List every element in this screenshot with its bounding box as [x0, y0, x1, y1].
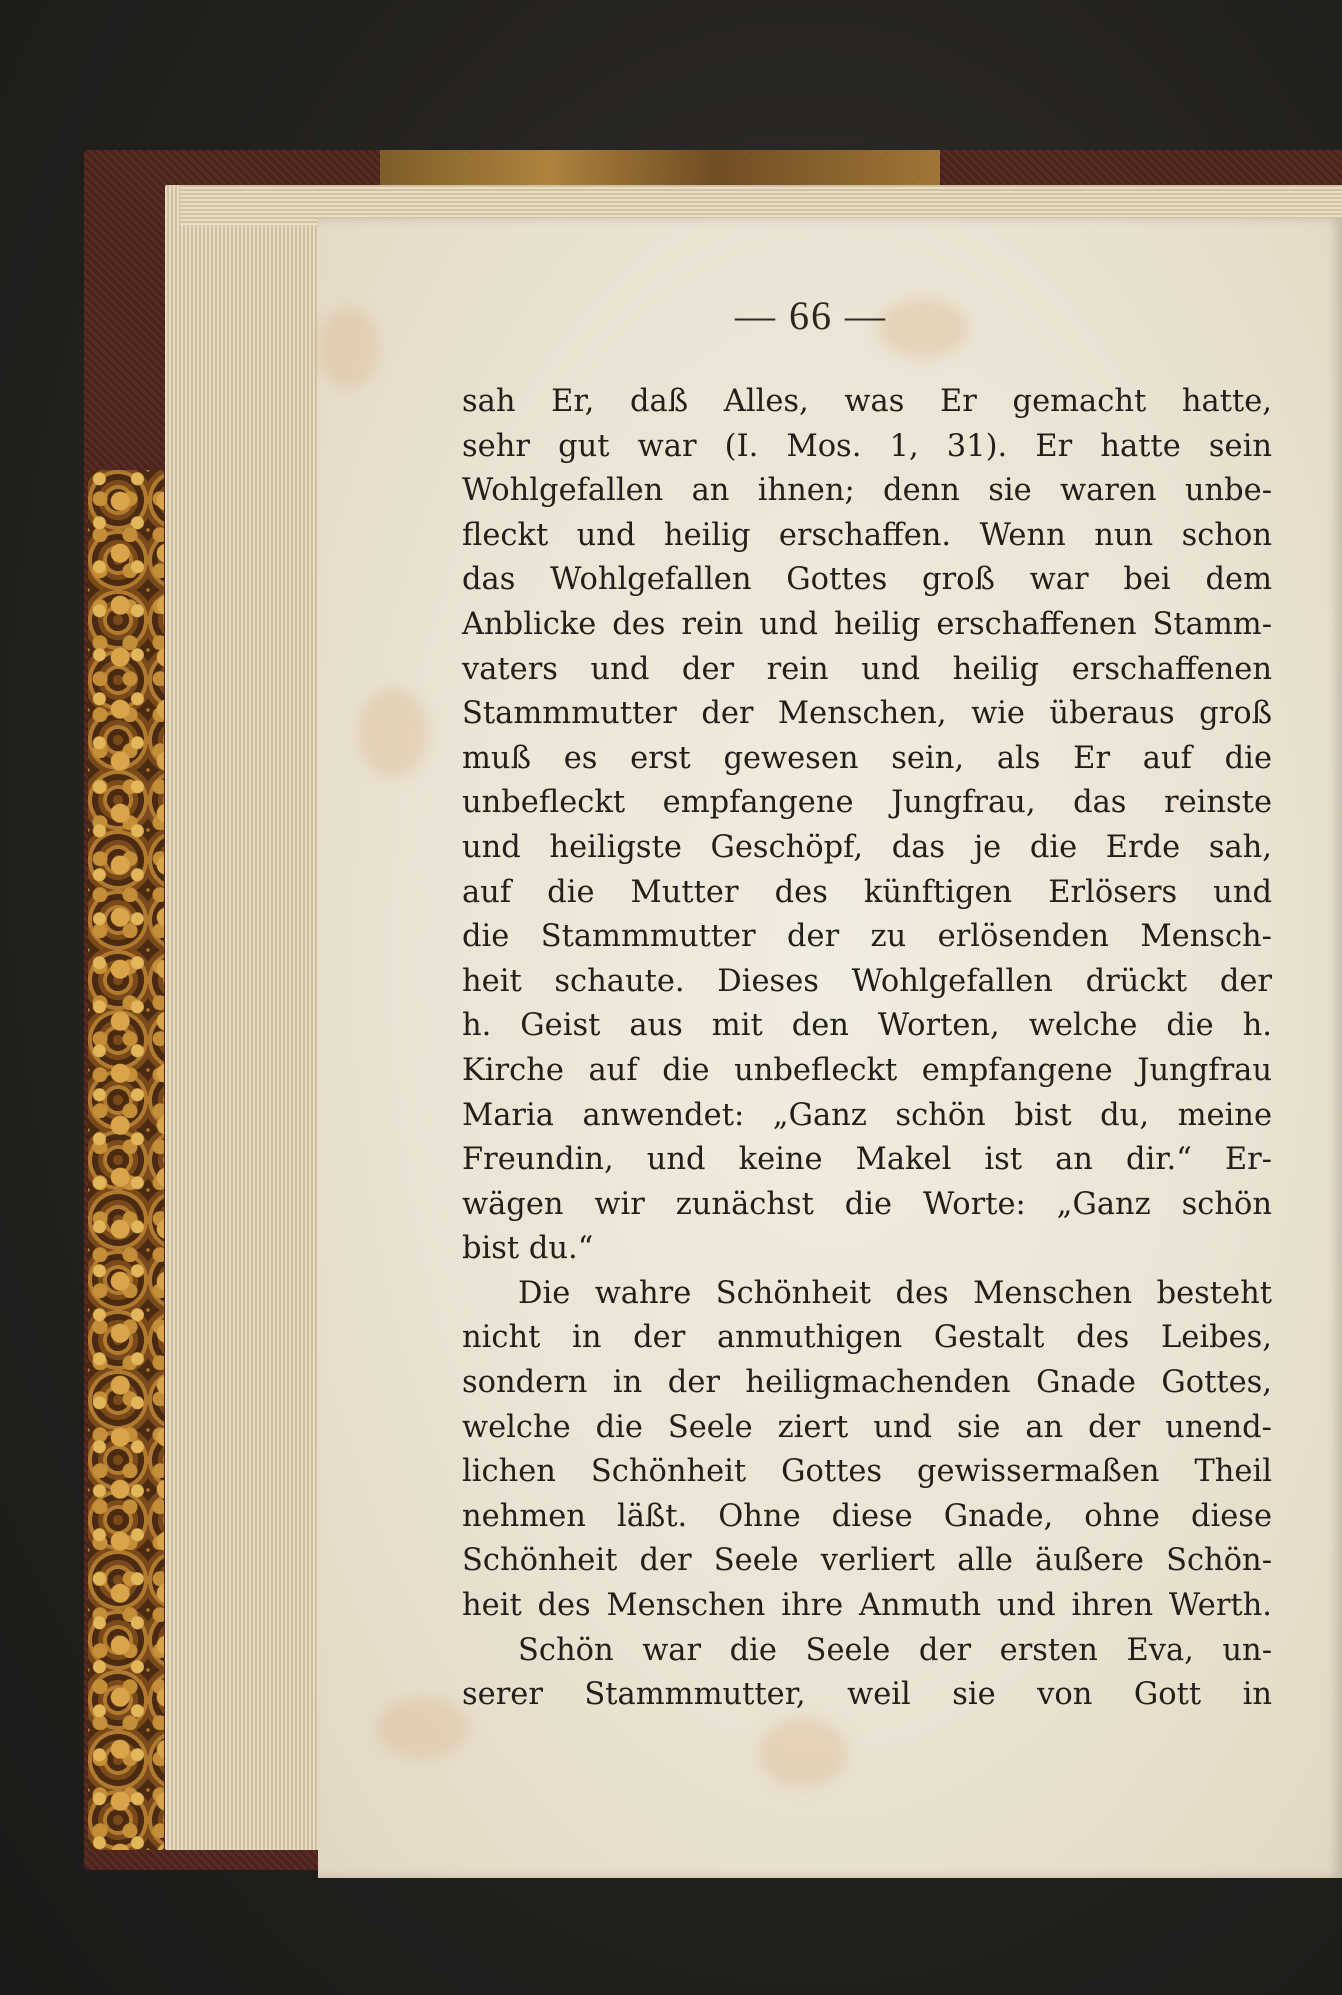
- age-stain: [318, 308, 378, 388]
- text-line: heit schaute. Dieses Wohlgefallen drückt der: [462, 963, 1272, 999]
- text-line: und heiligste Geschöpf, das je die Erde sah,: [462, 829, 1272, 865]
- text-line: Schön war die Seele der ersten Eva, un-: [518, 1632, 1272, 1668]
- text-line: bist du.“: [462, 1231, 594, 1267]
- text-line: auf die Mutter des künftigen Erlösers und: [462, 874, 1272, 910]
- text-line: Wohlgefallen an ihnen; denn sie waren unbe-: [462, 473, 1272, 509]
- body-text: [462, 380, 1272, 1718]
- text-line: das Wohlgefallen Gottes groß war bei dem: [462, 562, 1272, 598]
- text-line: Kirche auf die unbefleckt empfangene Jungfrau: [462, 1052, 1272, 1088]
- age-stain: [758, 1718, 848, 1788]
- marbled-spine-edge: [88, 470, 164, 1850]
- text-line: vaters und der rein und heilig erschaffenen: [462, 651, 1272, 687]
- age-stain: [878, 298, 968, 358]
- text-line: serer Stammmutter, weil sie von Gott in: [462, 1677, 1272, 1713]
- text-line: Freundin, und keine Makel ist an dir.“ Er-: [462, 1142, 1272, 1178]
- text-line: wägen wir zunächst die Worte: „Ganz schön: [462, 1186, 1272, 1222]
- text-line: welche die Seele ziert und sie an der unend-: [462, 1409, 1272, 1445]
- text-line: Maria anwendet: „Ganz schön bist du, meine: [462, 1097, 1272, 1133]
- text-line: Schönheit der Seele verliert alle äußere Schön-: [462, 1543, 1272, 1579]
- text-line: lichen Schönheit Gottes gewissermaßen Theil: [462, 1454, 1272, 1490]
- age-stain: [358, 688, 428, 778]
- text-line: nicht in der anmuthigen Gestalt des Leibes,: [462, 1320, 1272, 1356]
- page-number: — 66 —: [735, 293, 887, 338]
- text-line: Stammmutter der Menschen, wie überaus groß: [462, 696, 1272, 732]
- cover-edge-marbled: [380, 150, 940, 190]
- text-line: heit des Menschen ihre Anmuth und ihren Werth.: [462, 1588, 1272, 1624]
- text-line: fleckt und heilig erschaffen. Wenn nun schon: [462, 517, 1272, 553]
- text-line: Die wahre Schönheit des Menschen besteht: [518, 1275, 1272, 1311]
- text-line: die Stammmutter der zu erlösenden Mensch-: [462, 919, 1272, 955]
- text-line: sah Er, daß Alles, was Er gemacht hatte,: [462, 384, 1272, 419]
- text-line: sehr gut war (I. Mos. 1, 31). Er hatte sein: [462, 428, 1272, 464]
- text-line: unbefleckt empfangene Jungfrau, das reinste: [462, 785, 1272, 821]
- age-stain: [378, 1698, 468, 1758]
- text-line: sondern in der heiligmachenden Gnade Gottes,: [462, 1365, 1272, 1401]
- text-line: muß es erst gewesen sein, als Er auf die: [462, 740, 1272, 776]
- text-line: h. Geist aus mit den Worten, welche die h.: [462, 1008, 1272, 1044]
- text-line: nehmen läßt. Ohne diese Gnade, ohne diese: [462, 1498, 1272, 1534]
- text-line: Anblicke des rein und heilig erschaffenen Stamm-: [462, 606, 1272, 642]
